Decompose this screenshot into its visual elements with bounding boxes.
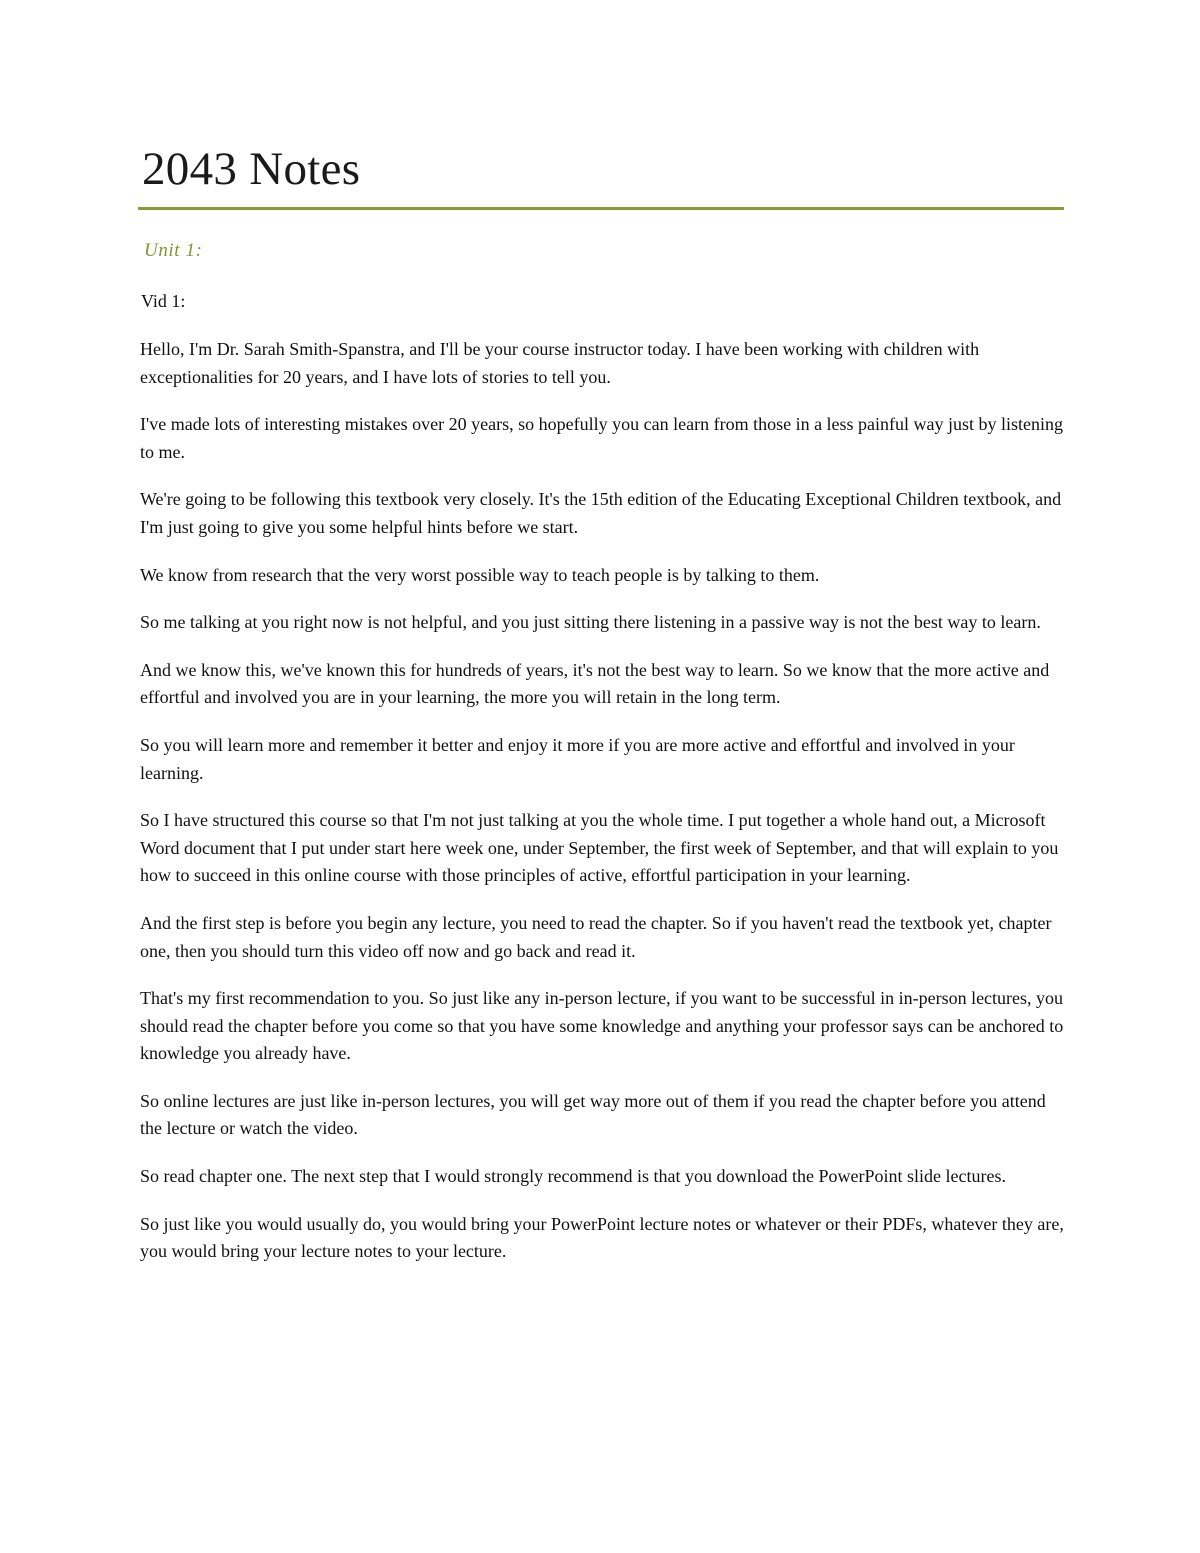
paragraph: So me talking at you right now is not helpful, and you just sitting there listening in a passive way is not the best way to learn. xyxy=(140,612,1041,633)
paragraph: We're going to be following this textbook very closely. It's the 15th edition of the Educating Exceptional Children textbook, and I'm just going to give you some helpful hints before we start. xyxy=(140,489,1062,537)
paragraph: That's my first recommendation to you. So just like any in-person lecture, if you want to be successful in in-person lectures, you should read the chapter before you come so that you have some knowledge and anything your professor says can be anchored to knowledge you already have. xyxy=(140,988,1064,1064)
unit-heading: Unit 1: xyxy=(144,240,203,261)
paragraph: I've made lots of interesting mistakes over 20 years, so hopefully you can learn from those in a less painful way just by listening to me. xyxy=(140,414,1064,462)
document-title: 2043 Notes xyxy=(142,143,361,195)
paragraph: So online lectures are just like in-person lectures, you will get way more out of them if you read the chapter before you attend the lecture or watch the video. xyxy=(140,1090,1046,1139)
paragraph: So you will learn more and remember it better and enjoy it more if you are more active and effortful and involved in your learning. xyxy=(140,734,1015,783)
paragraph: And the first step is before you begin any lecture, you need to read the chapter. So if you haven't read the textbook yet, chapter one, then you should turn this video off now and go back and read it. xyxy=(140,912,1052,961)
paragraph: And we know this, we've known this for hundreds of years, it's not the best way to learn. So we know that the more active and effortful and involved you are in your learning, the more you will retain in the long term. xyxy=(140,659,1050,708)
paragraph-list xyxy=(140,336,1064,1266)
paragraph: So just like you would usually do, you would bring your PowerPoint lecture notes or whatever or their PDFs, whatever they are, you would bring your lecture notes to your lecture. xyxy=(140,1213,1064,1262)
document-page xyxy=(140,138,1064,1266)
title-divider xyxy=(138,207,1064,210)
paragraph: Hello, I'm Dr. Sarah Smith-Spanstra, and I'll be your course instructor today. I have been working with children with exceptionalities for 20 years, and I have lots of stories to tell you. xyxy=(140,339,980,387)
paragraph: We know from research that the very worst possible way to teach people is by talking to them. xyxy=(140,564,820,585)
paragraph: So I have structured this course so that I'm not just talking at you the whole time. I put together a whole hand out, a Microsoft Word document that I put under start here week one, under September, the first week of September, and that will explain to you how to succeed in this online course with those principles of active, effortful participation in your learning. xyxy=(140,810,1059,886)
video-label: Vid 1: xyxy=(141,291,186,311)
paragraph: So read chapter one. The next step that I would strongly recommend is that you download the PowerPoint slide lectures. xyxy=(140,1166,1006,1187)
